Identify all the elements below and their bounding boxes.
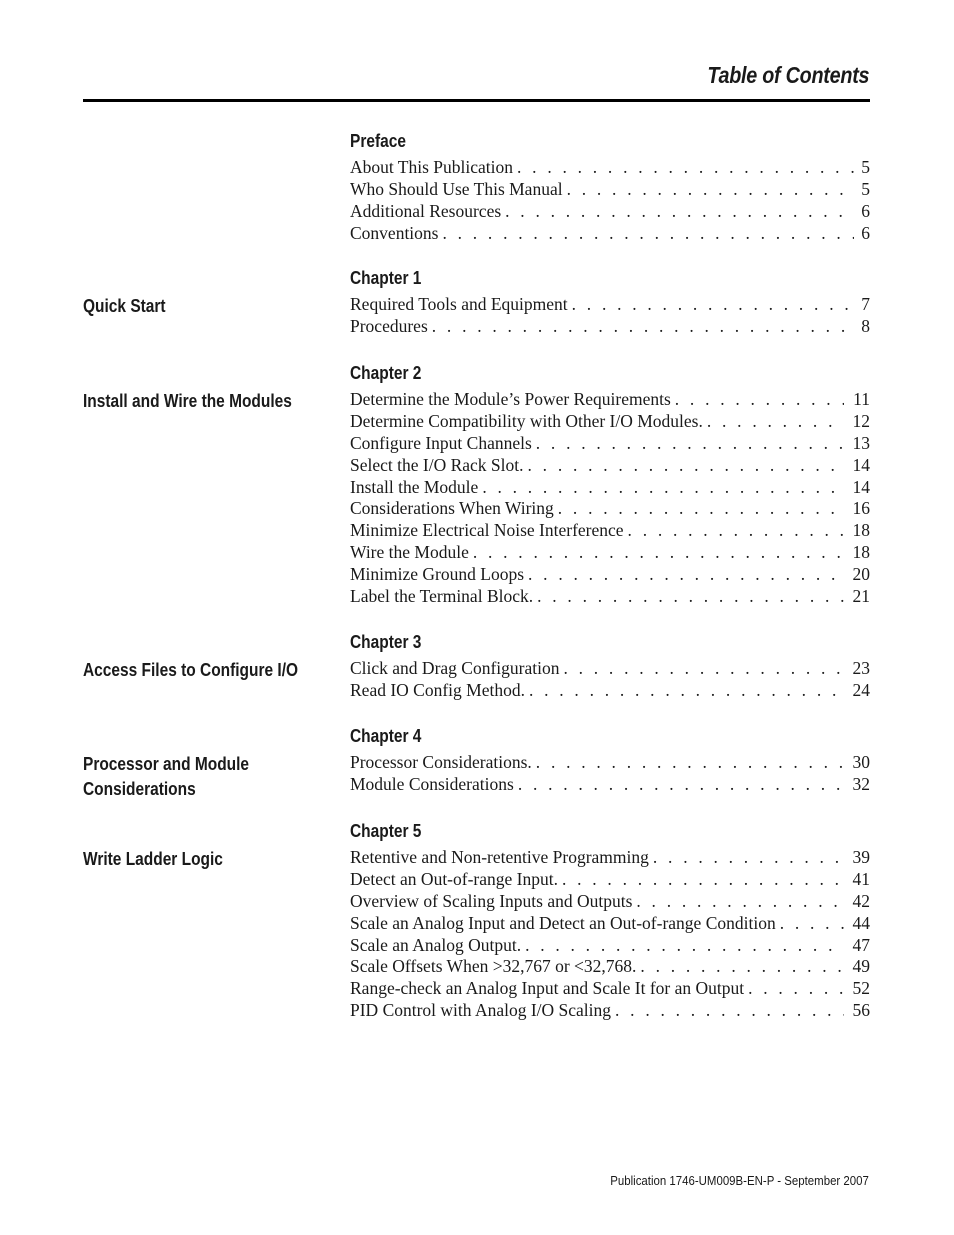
toc-entry-page: 24 [852,679,870,700]
toc-entry-label: Determine the Module’s Power Requirements [350,389,671,409]
toc-entry-page: 32 [852,773,870,794]
toc-entry-label: PID Control with Analog I/O Scaling [350,1000,612,1021]
toc-entry-page: 49 [852,956,870,977]
toc-entries [350,157,870,245]
toc-entry-page: 42 [852,890,870,911]
toc-entry-label: Processor Considerations. [350,752,532,772]
toc-entries [350,389,870,608]
toc-entries [350,752,870,796]
toc-entry-page: 14 [852,476,870,497]
toc-entry-label: Scale an Analog Input and Detect an Out-of-range Condition [350,912,776,933]
toc-entry-label: Required Tools and Equipment [350,294,568,314]
dot-leader [563,658,844,679]
dot-leader [442,223,854,244]
toc-entries [350,294,870,338]
toc-entry[interactable] [350,891,870,913]
dot-leader [615,1000,844,1021]
footer-publication: Publication 1746-UM009B-EN-P - September 2007 [610,1173,869,1188]
toc-entry[interactable] [350,564,870,586]
toc-entry[interactable] [350,935,870,957]
toc-entry[interactable] [350,774,870,796]
toc-entry-label: Install the Module [350,476,479,497]
title-rule [83,99,870,102]
dot-leader [562,869,844,890]
dot-leader [558,498,844,519]
dot-leader [536,752,844,773]
chapter-heading: Chapter 4 [350,726,422,746]
toc-entry-label: Scale an Analog Output. [350,934,522,955]
toc-entry[interactable] [350,455,870,477]
toc-entries [350,847,870,1022]
toc-entry-page: 13 [852,432,870,453]
toc-entry[interactable] [350,498,870,520]
toc-entry-page: 39 [852,847,870,867]
toc-entry-page: 23 [852,658,870,678]
toc-entry-label: Read IO Config Method. [350,679,525,700]
toc-entry[interactable] [350,752,870,774]
toc-entry-page: 18 [852,520,870,541]
chapter-title: Access Files to Configure I/O [83,660,299,680]
toc-entry[interactable] [350,1000,870,1022]
toc-entry-page: 8 [861,315,870,336]
toc-entry[interactable] [350,389,870,411]
toc-entry-label: Scale Offsets When >32,767 or <32,768. [350,956,637,977]
toc-entry-label: Retentive and Non-retentive Programming [350,847,649,867]
chapter-heading: Chapter 2 [350,363,422,383]
toc-entry[interactable] [350,223,870,245]
toc-entry-label: Click and Drag Configuration [350,658,560,678]
toc-entry-label: Wire the Module [350,542,469,563]
toc-entry-page: 14 [852,454,870,475]
toc-entry-page: 52 [852,978,870,999]
dot-leader [628,520,844,541]
dot-leader [640,956,844,977]
toc-entry-page: 12 [852,410,870,431]
toc-entry-page: 7 [861,294,870,314]
chapter-title: Processor and Module Considerations [83,754,250,799]
toc-entry-page: 6 [861,222,870,243]
toc-entry-page: 41 [852,868,870,889]
toc-entry-label: Procedures [350,315,428,336]
dot-leader [653,847,844,868]
toc-entry[interactable] [350,433,870,455]
toc-entry-label: Minimize Electrical Noise Interference [350,520,624,541]
toc-entry-page: 5 [861,157,870,177]
toc-entry[interactable] [350,658,870,680]
dot-leader [675,389,844,410]
dot-leader [529,680,844,701]
dot-leader [517,157,854,178]
toc-entry[interactable] [350,520,870,542]
toc-entry[interactable] [350,586,870,608]
chapter-heading: Chapter 1 [350,268,422,288]
toc-entry-label: Configure Input Channels [350,432,532,453]
toc-entry[interactable] [350,157,870,179]
toc-entry-page: 18 [852,542,870,563]
toc-entry[interactable] [350,201,870,223]
toc-entry-page: 16 [852,498,870,519]
toc-entry-page: 20 [852,564,870,585]
dot-leader [707,411,844,432]
toc-entry[interactable] [350,680,870,702]
toc-entry[interactable] [350,542,870,564]
toc-entry-label: About This Publication [350,157,514,177]
toc-entry-page: 44 [852,912,870,933]
toc-entry[interactable] [350,978,870,1000]
toc-entry-label: Select the I/O Rack Slot. [350,454,524,475]
chapter-heading: Chapter 5 [350,821,422,841]
toc-entry-page: 11 [853,389,870,409]
dot-leader [505,201,854,222]
dot-leader [780,913,844,934]
toc-entry-label: Additional Resources [350,200,502,221]
toc-entry-label: Detect an Out-of-range Input. [350,868,558,889]
chapter-title: Quick Start [83,296,166,316]
chapter-heading: Preface [350,131,406,151]
toc-entry[interactable] [350,847,870,869]
chapter-title: Install and Wire the Modules [83,391,292,411]
dot-leader [473,542,844,563]
toc-entry-label: Determine Compatibility with Other I/O Modules. [350,410,703,431]
toc-entry[interactable] [350,179,870,201]
dot-leader [567,179,854,200]
chapter-title: Write Ladder Logic [83,849,223,869]
toc-entry-label: Range-check an Analog Input and Scale It for an Output [350,978,745,999]
toc-entry[interactable] [350,294,870,316]
toc-entry-page: 21 [852,586,870,607]
dot-leader [748,978,844,999]
chapter-heading: Chapter 3 [350,632,422,652]
dot-leader [482,477,844,498]
toc-entry[interactable] [350,869,870,891]
toc-entry-page: 5 [861,178,870,199]
toc-entry-label: Label the Terminal Block. [350,586,534,607]
toc-entry[interactable] [350,411,870,433]
dot-leader [432,316,854,337]
toc-entry-label: Conventions [350,222,439,243]
dot-leader [572,294,854,315]
toc-entry-label: Overview of Scaling Inputs and Outputs [350,890,633,911]
dot-leader [528,564,844,585]
toc-entry-label: Minimize Ground Loops [350,564,525,585]
toc-entry-label: Module Considerations [350,773,514,794]
dot-leader [518,774,844,795]
page-title: Table of Contents [707,62,869,88]
toc-entry-label: Considerations When Wiring [350,498,554,519]
toc-entry-label: Who Should Use This Manual [350,178,563,199]
toc-entry[interactable] [350,913,870,935]
dot-leader [537,586,844,607]
toc-entry[interactable] [350,477,870,499]
dot-leader [528,455,844,476]
dot-leader [536,433,844,454]
toc-entry[interactable] [350,956,870,978]
toc-entries [350,658,870,702]
toc-entry[interactable] [350,316,870,338]
toc-entry-page: 47 [852,934,870,955]
toc-entry-page: 6 [861,200,870,221]
toc-entry-page: 56 [852,1000,870,1021]
toc-entry-page: 30 [852,752,870,772]
dot-leader [636,891,844,912]
dot-leader [525,935,844,956]
